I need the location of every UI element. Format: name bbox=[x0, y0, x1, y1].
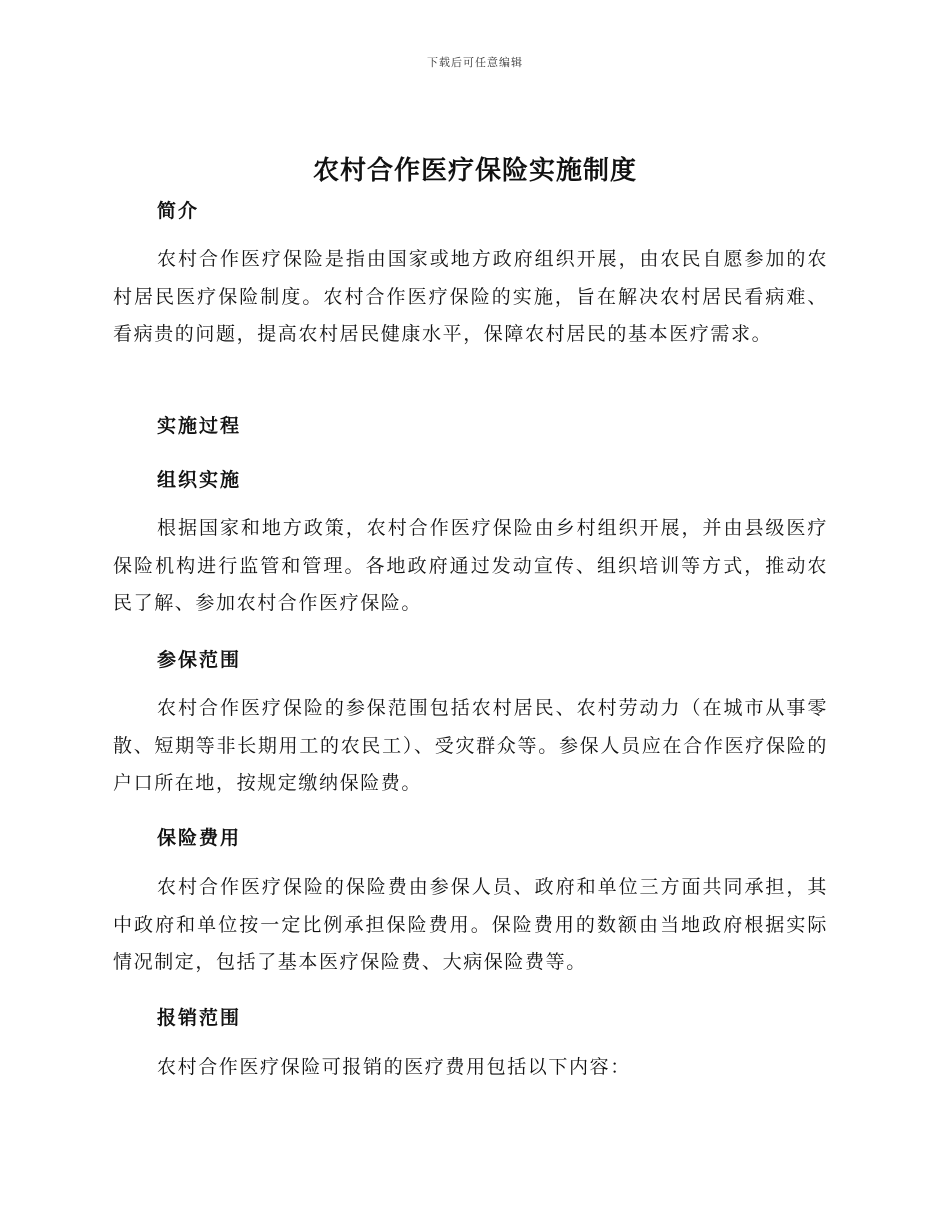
document-title: 农村合作医疗保险实施制度 bbox=[312, 156, 637, 186]
section-heading-coverage: 参保范围 bbox=[157, 649, 242, 671]
section-heading-process: 实施过程 bbox=[157, 415, 242, 437]
section-heading-intro: 简介 bbox=[157, 200, 200, 222]
section-heading-reimbursement: 报销范围 bbox=[157, 1007, 242, 1029]
section-paragraph-organization: 根据国家和地方政策，农村合作医疗保险由乡村组织开展，并由县级医疗保险机构进行监管和管理。各地政府通过发动宣传、组织培训等方式，推动农民了解、参加农村合作医疗保险。 bbox=[113, 517, 828, 614]
section-heading-organization: 组织实施 bbox=[157, 469, 242, 491]
section-paragraph-reimbursement: 农村合作医疗保险可报销的医疗费用包括以下内容： bbox=[157, 1056, 631, 1078]
section-paragraph-intro: 农村合作医疗保险是指由国家或地方政府组织开展，由农民自愿参加的农村居民医疗保险制度。农村合作医疗保险的实施，旨在解决农村居民看病难、看病贵的问题，提高农村居民健康水平，保障农村居民的基本医疗需求。 bbox=[113, 248, 828, 345]
section-heading-premium: 保险费用 bbox=[157, 827, 242, 849]
page-header-note: 下载后可任意编辑 bbox=[427, 56, 523, 69]
section-paragraph-coverage: 农村合作医疗保险的参保范围包括农村居民、农村劳动力（在城市从事零散、短期等非长期用工的农民工）、受灾群众等。参保人员应在合作医疗保险的户口所在地，按规定缴纳保险费。 bbox=[113, 697, 828, 794]
section-paragraph-premium: 农村合作医疗保险的保险费由参保人员、政府和单位三方面共同承担，其中政府和单位按一定比例承担保险费用。保险费用的数额由当地政府根据实际情况制定，包括了基本医疗保险费、大病保险费等。 bbox=[113, 876, 828, 973]
